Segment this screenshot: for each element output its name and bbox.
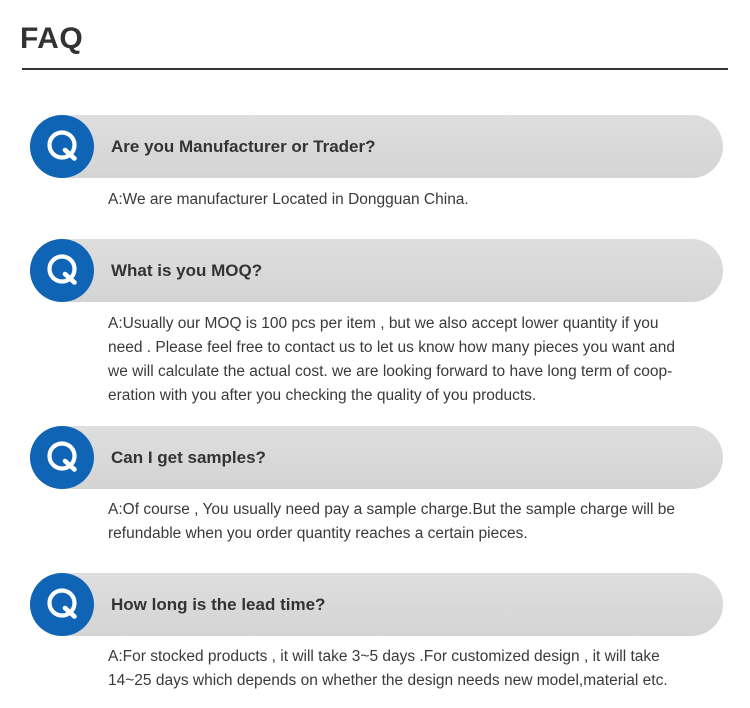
question-text: How long is the lead time? xyxy=(111,595,326,614)
answer-line: A:Usually our MOQ is 100 pcs per item , but we also accept lower quantity if you xyxy=(108,315,659,332)
answer-line: A:We are manufacturer Located in Dongguan China. xyxy=(108,191,469,208)
q-letter-icon xyxy=(30,239,94,302)
page-title: FAQ xyxy=(20,22,84,55)
answer-line: 14~25 days which depends on whether the design needs new model,material etc. xyxy=(108,672,668,689)
q-letter-icon xyxy=(30,115,94,178)
q-letter-icon xyxy=(30,573,94,636)
answer-line: A:Of course , You usually need pay a sample charge.But the sample charge will be xyxy=(108,501,675,518)
answer-line: refundable when you order quantity reaches a certain pieces. xyxy=(108,525,528,542)
answer-text xyxy=(108,645,708,693)
question-text: What is you MOQ? xyxy=(111,261,263,280)
question-text: Can I get samples? xyxy=(111,448,266,467)
answer-text xyxy=(108,498,708,546)
answer-line: need . Please feel free to contact us to let us know how many pieces you want and xyxy=(108,339,675,356)
q-letter-icon xyxy=(30,426,94,489)
title-divider xyxy=(22,68,728,70)
answer-line: A:For stocked products , it will take 3~5 days .For customized design , it will take xyxy=(108,648,660,665)
answer-text xyxy=(108,312,708,408)
answer-line: eration with you after you checking the quality of you products. xyxy=(108,387,537,404)
question-text: Are you Manufacturer or Trader? xyxy=(111,137,376,156)
answer-line: we will calculate the actual cost. we are looking forward to have long term of coop- xyxy=(108,363,673,380)
answer-text xyxy=(108,188,708,212)
